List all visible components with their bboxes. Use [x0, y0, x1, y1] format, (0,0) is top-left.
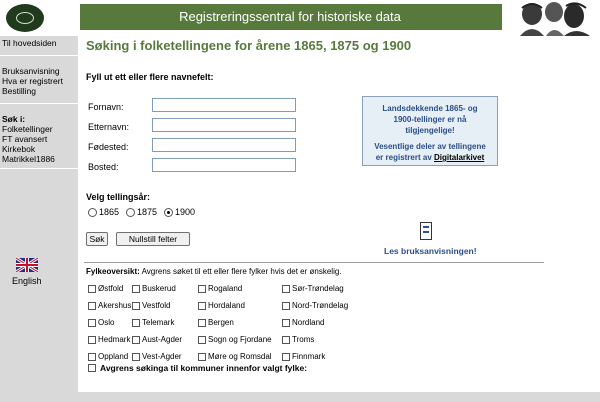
- sidebar-group-home: [0, 38, 78, 48]
- digitalarkivet-link[interactable]: Digitalarkivet: [434, 153, 485, 162]
- year-radio-1875[interactable]: [126, 207, 157, 217]
- checkbox-box[interactable]: [198, 353, 206, 361]
- county-label: Møre og Romsdal: [208, 352, 272, 361]
- logo-emblem: [16, 12, 34, 24]
- checkbox-box[interactable]: [132, 319, 140, 327]
- checkbox-box[interactable]: [282, 285, 290, 293]
- sidebar-search-heading: Søk i:: [2, 114, 26, 124]
- year-label: Velg tellingsår:: [86, 192, 151, 202]
- people-sketch-image: [502, 0, 600, 36]
- main-content: [84, 36, 594, 402]
- info-line: Vesentlige deler av tellingene: [374, 142, 486, 151]
- year-radio-1900[interactable]: [164, 207, 195, 217]
- checkbox-box[interactable]: [88, 285, 96, 293]
- county-label: Nord-Trøndelag: [292, 301, 349, 310]
- county-checkbox[interactable]: [198, 318, 234, 327]
- county-label: Finnmark: [292, 352, 326, 361]
- sidebar-item-registrert[interactable]: Hva er registrert: [2, 76, 63, 86]
- county-label: Nordland: [292, 318, 325, 327]
- county-note-heading: Fylkeoversikt:: [86, 267, 140, 276]
- county-checkbox[interactable]: [282, 318, 324, 327]
- checkbox-box[interactable]: [88, 364, 96, 372]
- county-checkbox[interactable]: [282, 352, 325, 361]
- county-label: Oppland: [98, 352, 129, 361]
- checkbox-box[interactable]: [88, 319, 96, 327]
- checkbox-box[interactable]: [132, 302, 140, 310]
- info-line: [367, 152, 493, 163]
- county-label: Akershus: [98, 301, 132, 310]
- bosted-input[interactable]: [152, 158, 296, 172]
- checkbox-box[interactable]: [132, 336, 140, 344]
- year-radio-1865[interactable]: [88, 207, 119, 217]
- county-checkbox[interactable]: [132, 335, 182, 344]
- info-line-prefix: er registrert av: [375, 153, 434, 162]
- county-label: Aust-Agder: [142, 335, 183, 344]
- uk-flag-icon[interactable]: [16, 258, 38, 272]
- county-note-text: Avgrens søket til ett eller flere fylker hvis det er ønskelig.: [139, 267, 342, 276]
- county-checkbox[interactable]: [198, 284, 242, 293]
- checkbox-box[interactable]: [132, 353, 140, 361]
- checkbox-box[interactable]: [132, 285, 140, 293]
- county-checkbox[interactable]: [88, 301, 131, 310]
- sidebar-divider: [0, 103, 78, 104]
- county-checkbox[interactable]: [198, 301, 245, 310]
- county-checkbox[interactable]: [198, 335, 272, 344]
- county-checkbox[interactable]: [198, 352, 272, 361]
- etternavn-label: Etternavn:: [88, 122, 130, 132]
- county-checkbox[interactable]: [88, 335, 130, 344]
- sidebar-item-bestilling[interactable]: Bestilling: [2, 86, 37, 96]
- county-checkbox[interactable]: [132, 301, 170, 310]
- county-label: Telemark: [142, 318, 175, 327]
- sidebar-divider: [0, 55, 78, 56]
- county-checkbox[interactable]: [282, 335, 314, 344]
- checkbox-box[interactable]: [282, 353, 290, 361]
- fodested-label: Fødested:: [88, 142, 129, 152]
- site-title: Registreringssentral for historiske data: [179, 9, 401, 24]
- checkbox-box[interactable]: [88, 302, 96, 310]
- county-label: Buskerud: [142, 284, 176, 293]
- county-label: Hedmark: [98, 335, 131, 344]
- county-label: Østfold: [98, 284, 124, 293]
- sidebar-divider: [0, 168, 78, 169]
- county-checkbox[interactable]: [132, 352, 182, 361]
- checkbox-box[interactable]: [88, 336, 96, 344]
- year-radio-label: 1865: [99, 207, 120, 217]
- sidebar-item-matrikkel[interactable]: Matrikkel1886: [2, 154, 55, 164]
- english-link[interactable]: English: [12, 276, 42, 286]
- section-divider: [84, 262, 544, 263]
- sidebar-item-kirkebok[interactable]: Kirkebok: [2, 144, 36, 154]
- fornavn-input[interactable]: [152, 98, 296, 112]
- narrow-municipality-checkbox[interactable]: [88, 363, 307, 373]
- sidebar-group-search: [0, 114, 78, 164]
- sidebar-group-info: [0, 66, 78, 96]
- county-label: Troms: [292, 335, 315, 344]
- county-checkbox[interactable]: [132, 318, 174, 327]
- footer-bar: [0, 392, 600, 402]
- form-instruction: Fyll ut ett eller flere navnefelt:: [86, 72, 214, 82]
- uk-flag-graphic: [16, 258, 38, 272]
- header: [0, 0, 600, 36]
- checkbox-box[interactable]: [88, 353, 96, 361]
- county-checkbox[interactable]: [88, 284, 123, 293]
- county-checkbox[interactable]: [282, 301, 348, 310]
- radio-indicator[interactable]: [126, 208, 135, 217]
- checkbox-box[interactable]: [282, 302, 290, 310]
- page-title: Søking i folketellingene for årene 1865, 1875 og 1900: [86, 38, 412, 53]
- year-radio-label: 1900: [175, 207, 196, 217]
- county-checkbox[interactable]: [282, 284, 344, 293]
- county-label: Hordaland: [208, 301, 245, 310]
- county-label: Vest-Agder: [142, 352, 182, 361]
- sidebar-item-home[interactable]: Til hovedsiden: [2, 38, 57, 48]
- county-checkbox[interactable]: [88, 318, 114, 327]
- checkbox-box[interactable]: [198, 319, 206, 327]
- year-radio-label: 1875: [137, 207, 158, 217]
- county-label: Vestfold: [142, 301, 171, 310]
- fornavn-label: Fornavn:: [88, 102, 124, 112]
- county-label: Sogn og Fjordane: [208, 335, 272, 344]
- sidebar-item-ft-avansert[interactable]: FT avansert: [2, 134, 48, 144]
- sidebar: [0, 36, 78, 402]
- fodested-input[interactable]: [152, 138, 296, 152]
- county-label: Sør-Trøndelag: [292, 284, 344, 293]
- info-line: tilgjengelige!: [405, 126, 455, 135]
- info-line: Landsdekkende 1865- og: [382, 104, 478, 113]
- checkbox-box[interactable]: [198, 302, 206, 310]
- checkbox-box[interactable]: [198, 285, 206, 293]
- county-checkbox[interactable]: [88, 352, 128, 361]
- county-label: Oslo: [98, 318, 115, 327]
- etternavn-input[interactable]: [152, 118, 296, 132]
- county-note: [86, 267, 342, 276]
- checkbox-box[interactable]: [282, 336, 290, 344]
- narrow-label: Avgrens søkinga til kommuner innenfor valgt fylke:: [100, 363, 308, 373]
- info-box: [362, 96, 498, 166]
- search-button[interactable]: Søk: [86, 232, 108, 246]
- checkbox-box[interactable]: [282, 319, 290, 327]
- county-label: Bergen: [208, 318, 234, 327]
- county-checkbox[interactable]: [132, 284, 176, 293]
- radio-indicator[interactable]: [88, 208, 97, 217]
- radio-indicator[interactable]: [164, 208, 173, 217]
- bosted-label: Bosted:: [88, 162, 119, 172]
- sidebar-item-folketellinger[interactable]: Folketellinger: [2, 124, 53, 134]
- header-illustration: [502, 0, 600, 36]
- reset-button[interactable]: Nullstill felter: [116, 232, 190, 246]
- checkbox-box[interactable]: [198, 336, 206, 344]
- rhd-seal-logo[interactable]: [4, 2, 46, 34]
- document-info-icon[interactable]: [420, 222, 432, 240]
- info-line: 1900-tellinger er nå: [393, 115, 467, 124]
- help-link[interactable]: Les bruksanvisningen!: [384, 246, 477, 256]
- sidebar-item-bruksanvisning[interactable]: Bruksanvisning: [2, 66, 60, 76]
- county-label: Rogaland: [208, 284, 243, 293]
